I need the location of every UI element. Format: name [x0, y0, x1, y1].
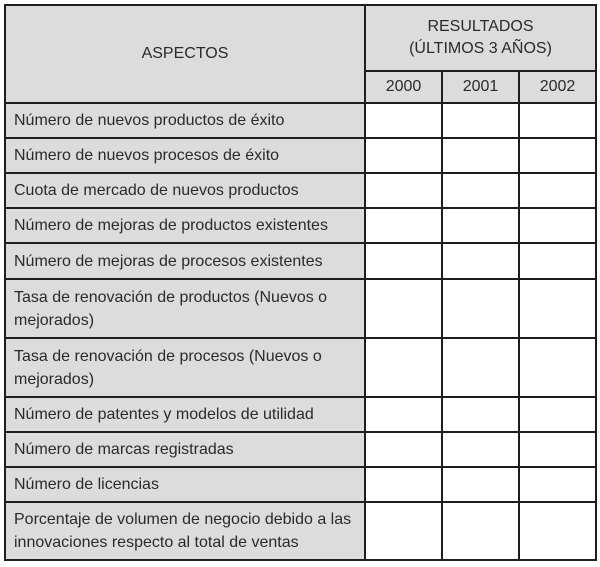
- aspect-label: Número de mejoras de procesos existentes: [5, 243, 365, 279]
- aspect-label: Número de nuevos procesos de éxito: [5, 138, 365, 173]
- result-cell[interactable]: [442, 279, 519, 338]
- table-row: [5, 279, 596, 338]
- result-cell[interactable]: [442, 397, 519, 432]
- result-cell[interactable]: [442, 338, 519, 397]
- year-2000-header: 2000: [365, 71, 442, 103]
- result-cell[interactable]: [442, 467, 519, 502]
- result-cell[interactable]: [442, 432, 519, 467]
- result-cell[interactable]: [365, 432, 442, 467]
- result-cell[interactable]: [365, 279, 442, 338]
- result-cell[interactable]: [519, 103, 596, 138]
- aspects-header: ASPECTOS: [5, 5, 365, 103]
- result-cell[interactable]: [519, 397, 596, 432]
- result-cell[interactable]: [365, 173, 442, 208]
- result-cell[interactable]: [365, 103, 442, 138]
- result-cell[interactable]: [365, 138, 442, 173]
- result-cell[interactable]: [442, 173, 519, 208]
- result-cell[interactable]: [442, 502, 519, 560]
- results-subtitle: (ÚLTIMOS 3 AÑOS): [409, 40, 552, 57]
- result-cell[interactable]: [519, 243, 596, 279]
- table-row: [5, 397, 596, 432]
- result-cell[interactable]: [365, 502, 442, 560]
- result-cell[interactable]: [365, 467, 442, 502]
- table-row: [5, 173, 596, 208]
- result-cell[interactable]: [519, 432, 596, 467]
- aspect-label: Tasa de renovación de productos (Nuevos o mejorados): [5, 279, 365, 338]
- table-row: [5, 103, 596, 138]
- table-row: [5, 467, 596, 502]
- table-row: [5, 138, 596, 173]
- result-cell[interactable]: [519, 279, 596, 338]
- aspect-label: Cuota de mercado de nuevos productos: [5, 173, 365, 208]
- result-cell[interactable]: [442, 103, 519, 138]
- aspect-label: Número de marcas registradas: [5, 432, 365, 467]
- results-header: [365, 5, 596, 71]
- result-cell[interactable]: [365, 208, 442, 243]
- result-cell[interactable]: [519, 502, 596, 560]
- result-cell[interactable]: [442, 138, 519, 173]
- result-cell[interactable]: [519, 138, 596, 173]
- result-cell[interactable]: [442, 208, 519, 243]
- year-2002-header: 2002: [519, 71, 596, 103]
- table-row: [5, 502, 596, 560]
- aspect-label: Número de licencias: [5, 467, 365, 502]
- result-cell[interactable]: [365, 338, 442, 397]
- result-cell[interactable]: [519, 467, 596, 502]
- table-row: [5, 338, 596, 397]
- results-table: [4, 4, 597, 561]
- results-title: RESULTADOS: [427, 18, 534, 35]
- aspect-label: Número de patentes y modelos de utilidad: [5, 397, 365, 432]
- result-cell[interactable]: [519, 208, 596, 243]
- table-row: [5, 208, 596, 243]
- table-row: [5, 432, 596, 467]
- table-row: [5, 243, 596, 279]
- aspect-label: Número de nuevos productos de éxito: [5, 103, 365, 138]
- year-2001-header: 2001: [442, 71, 519, 103]
- aspect-label: Número de mejoras de productos existentes: [5, 208, 365, 243]
- result-cell[interactable]: [442, 243, 519, 279]
- result-cell[interactable]: [365, 397, 442, 432]
- aspect-label: Porcentaje de volumen de negocio debido a las innovaciones respecto al total de ventas: [5, 502, 365, 560]
- result-cell[interactable]: [519, 173, 596, 208]
- result-cell[interactable]: [519, 338, 596, 397]
- result-cell[interactable]: [365, 243, 442, 279]
- aspect-label: Tasa de renovación de procesos (Nuevos o mejorados): [5, 338, 365, 397]
